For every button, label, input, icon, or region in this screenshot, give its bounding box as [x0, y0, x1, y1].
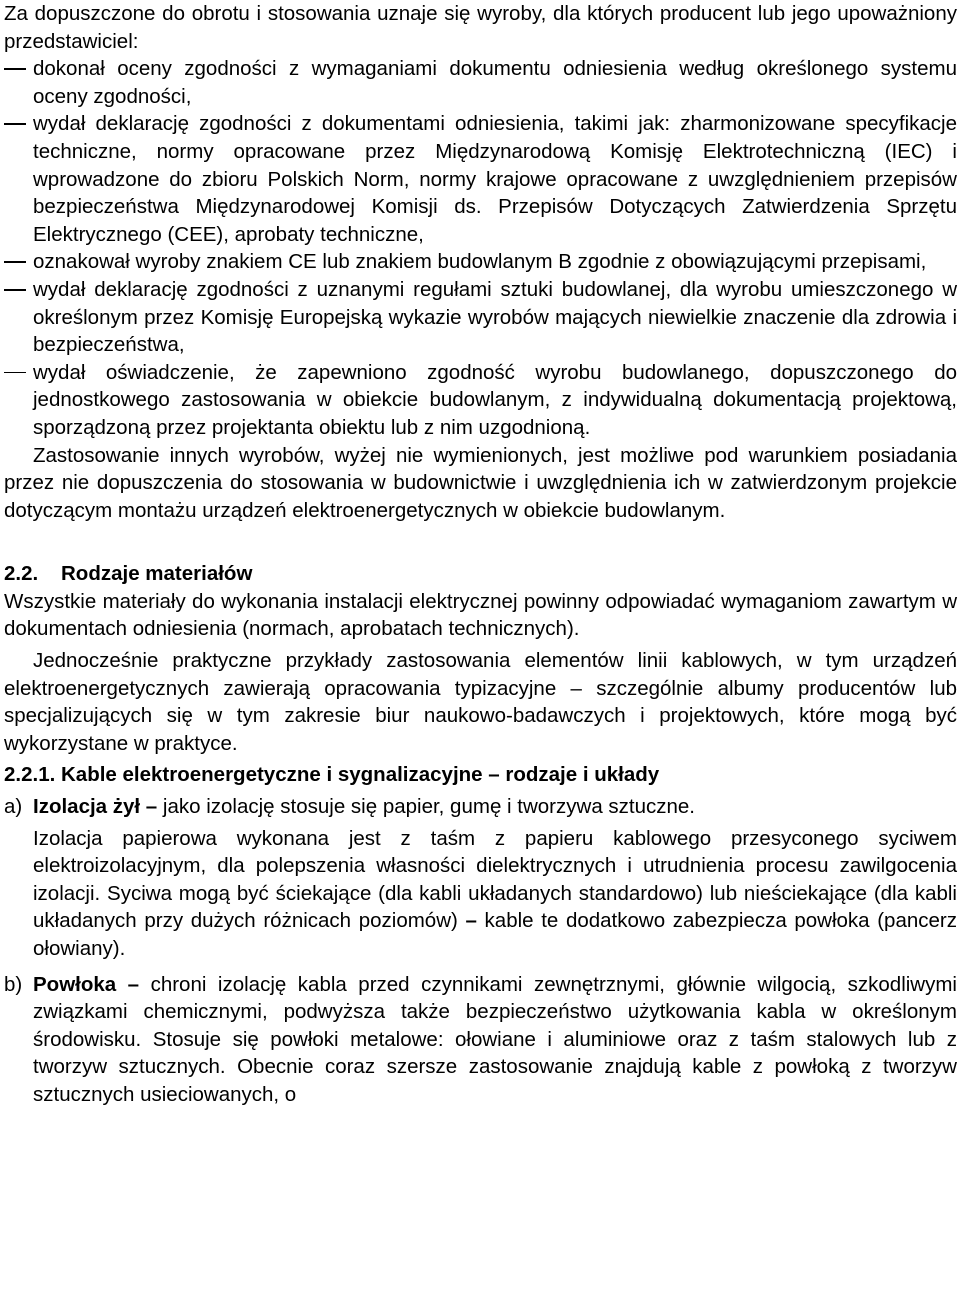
item-letter: a) [4, 795, 23, 819]
section-heading-2-2 [4, 560, 957, 588]
examples-paragraph: Jednocześnie praktyczne przykłady zastosowania elementów linii kablowych, w tym urządzeń elektroenergetycznych zawierają opracowania typizacyjne – szczególnie albumy producentów lub specjalizujących się w tym zakresie biur naukowo-badawczych i projektowych, które mogą być wykorzystane w praktyce. [4, 649, 957, 755]
section-title: Rodzaje materiałów [61, 562, 253, 586]
item-text: jako izolację stosuje się papier, gumę i tworzywa sztuczne. [157, 795, 696, 819]
list-item: oznakował wyroby znakiem CE lub znakiem budowlanym B zgodnie z obowiązującymi przepisami, [4, 248, 957, 276]
item-detail-dash: – [457, 909, 477, 933]
list-item: wydał oświadczenie, że zapewniono zgodność wyrobu budowlanego, dopuszczonego do jednostkowego zastosowania w obiekcie budowlanym, z indywidualną dokumentacją projektową, sporządzoną przez projektanta obiektu lub z nim uzgodnioną. [4, 359, 957, 442]
item-a-detail [4, 825, 957, 963]
item-detail-text: Izolacja papierowa wykonana jest z taśm z papieru kablowego przesyconego syciwem elektroizolacyjnym, dla polepszenia własności dielektrycznych i utrudnienia procesu zawilgocenia izolacji. Syciwa mogą być ściekające (dla kabli układanych standardowo) lub nieściekające (dla kabli układanych przy dużych różnicach poziomów) [33, 826, 957, 933]
item-term: Izolacja żył – [33, 795, 158, 819]
item-b [4, 971, 957, 1109]
item-text: chroni izolację kabla przed czynnikami zewnętrznymi, głównie wilgocią, szkodliwymi związkami chemicznymi, podwyższa także bezpieczeństwo użytkowania kabla w określonym środowisku. Stosuje się powłoki metalowe: ołowiane i aluminiowe oraz z taśm stalowych lub z tworzyw sztucznych. Obecnie coraz szersze zastosowanie znajdują kable z powłoką z tworzyw sztucznych usieciowanych, o [33, 972, 957, 1106]
item-term: Powłoka – [33, 972, 140, 996]
item-detail-tail: kable te dodatkowo zabezpiecza powłoka (pancerz ołowiany). [33, 909, 957, 960]
section-number: 2.2.1. [4, 763, 56, 787]
item-a [4, 793, 957, 821]
intro-paragraph: Za dopuszczone do obrotu i stosowania uznaje się wyroby, dla których producent lub jego upoważniony przedstawiciel: [4, 2, 957, 53]
materials-paragraph: Wszystkie materiały do wykonania instalacji elektrycznej powinny odpowiadać wymaganiom zawartym w dokumentach odniesienia (normach, aprobatach technicznych). [4, 589, 957, 641]
spacer [4, 524, 957, 552]
section-number: 2.2. [4, 562, 39, 586]
requirements-list [4, 55, 957, 441]
list-item: wydał deklarację zgodności z uznanymi regułami sztuki budowlanej, dla wyrobu umieszczonego w określonym przez Komisję Europejską wykazie wyrobów mających niewielkie znaczenie dla zdrowia i bezpieczeństwa, [4, 276, 957, 359]
other-products-paragraph: Zastosowanie innych wyrobów, wyżej nie wymienionych, jest możliwe pod warunkiem posiadania przez nie dopuszczenia do stosowania w budownictwie i uwzględnienia ich w zatwierdzonym projekcie dotyczącym montażu urządzeń elektroenergetycznych w obiekcie budowlanym. [4, 443, 957, 522]
section-heading-2-2-1 [4, 761, 957, 789]
section-title: Kable elektroenergetyczne i sygnalizacyjne – rodzaje i układy [61, 763, 660, 787]
list-item: dokonał oceny zgodności z wymaganiami dokumentu odniesienia według określonego systemu oceny zgodności, [4, 55, 957, 110]
list-item: wydał deklarację zgodności z dokumentami odniesienia, takimi jak: zharmonizowane specyfikacje techniczne, normy opracowane przez Międzynarodową Komisję Elektrotechniczną (IEC) i wprowadzone do zbioru Polskich Norm, normy krajowe opracowane z uwzględnieniem przepisów bezpieczeństwa Międzynarodowej Komisji ds. Przepisów Dotyczących Zatwierdzenia Sprzętu Elektrycznego (CEE), aprobaty techniczne, [4, 110, 957, 248]
item-letter: b) [4, 972, 23, 996]
